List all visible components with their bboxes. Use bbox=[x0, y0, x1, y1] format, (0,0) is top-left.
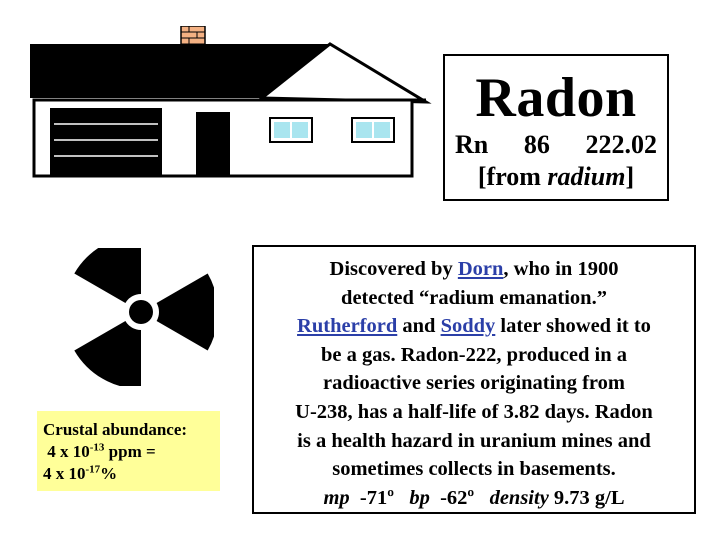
ppm-exponent: -13 bbox=[89, 441, 105, 454]
properties-line bbox=[254, 484, 694, 513]
element-symbol: Rn bbox=[455, 130, 489, 159]
radiation-trefoil-icon bbox=[68, 248, 214, 386]
mp-label: mp bbox=[323, 486, 350, 509]
pct-unit: % bbox=[100, 464, 118, 483]
bp-label: bp bbox=[409, 486, 430, 509]
origin-prefix: [from bbox=[477, 162, 548, 191]
element-name: Radon bbox=[475, 67, 637, 129]
pct-base: 4 x 10 bbox=[43, 464, 86, 483]
bp-value: -62º bbox=[440, 486, 475, 509]
origin-word: radium bbox=[547, 162, 626, 191]
rutherford-link[interactable]: Rutherford bbox=[297, 315, 398, 338]
front-door bbox=[196, 112, 230, 176]
house-icon bbox=[24, 26, 434, 178]
pct-exponent: -17 bbox=[85, 463, 101, 476]
element-facts bbox=[445, 130, 667, 160]
garage-door bbox=[50, 108, 162, 176]
desc-line: be a gas. Radon-222, produced in a bbox=[320, 343, 628, 366]
desc-line: Discovered by Dorn, who in 1900 bbox=[329, 258, 619, 280]
element-origin bbox=[445, 162, 667, 192]
desc-line: U-238, has a half-life of 3.82 days. Radon bbox=[295, 400, 653, 423]
element-card bbox=[443, 54, 669, 201]
desc-line: is a health hazard in uranium mines and bbox=[297, 429, 651, 452]
crust-ppm bbox=[43, 441, 220, 463]
trefoil-blade bbox=[157, 274, 214, 351]
crust-percent bbox=[43, 463, 220, 485]
window-right bbox=[352, 118, 394, 142]
ppm-base: 4 x 10 bbox=[47, 442, 90, 461]
desc-line: sometimes collects in basements. bbox=[332, 458, 616, 481]
window-left bbox=[270, 118, 312, 142]
soddy-link[interactable]: Soddy bbox=[440, 315, 496, 338]
desc-line: detected “radium emanation.” bbox=[341, 286, 607, 309]
atomic-number: 86 bbox=[523, 130, 550, 159]
crust-label: Crustal abundance: bbox=[43, 420, 188, 439]
ppm-unit: ppm = bbox=[104, 442, 156, 461]
density-label: density bbox=[489, 486, 549, 509]
desc-line: Rutherford and Soddy later showed it to bbox=[297, 315, 651, 338]
description-box bbox=[252, 245, 696, 514]
density-value: 9.73 g/L bbox=[553, 486, 625, 509]
trefoil-blade bbox=[69, 306, 166, 386]
dorn-link[interactable]: Dorn bbox=[457, 258, 504, 280]
crustal-abundance-box bbox=[37, 411, 220, 491]
mp-value: -71º bbox=[359, 486, 394, 509]
atomic-mass: 222.02 bbox=[585, 130, 657, 159]
origin-suffix: ] bbox=[625, 162, 635, 191]
desc-line: radioactive series originating from bbox=[323, 372, 625, 395]
trefoil-center bbox=[129, 300, 153, 324]
